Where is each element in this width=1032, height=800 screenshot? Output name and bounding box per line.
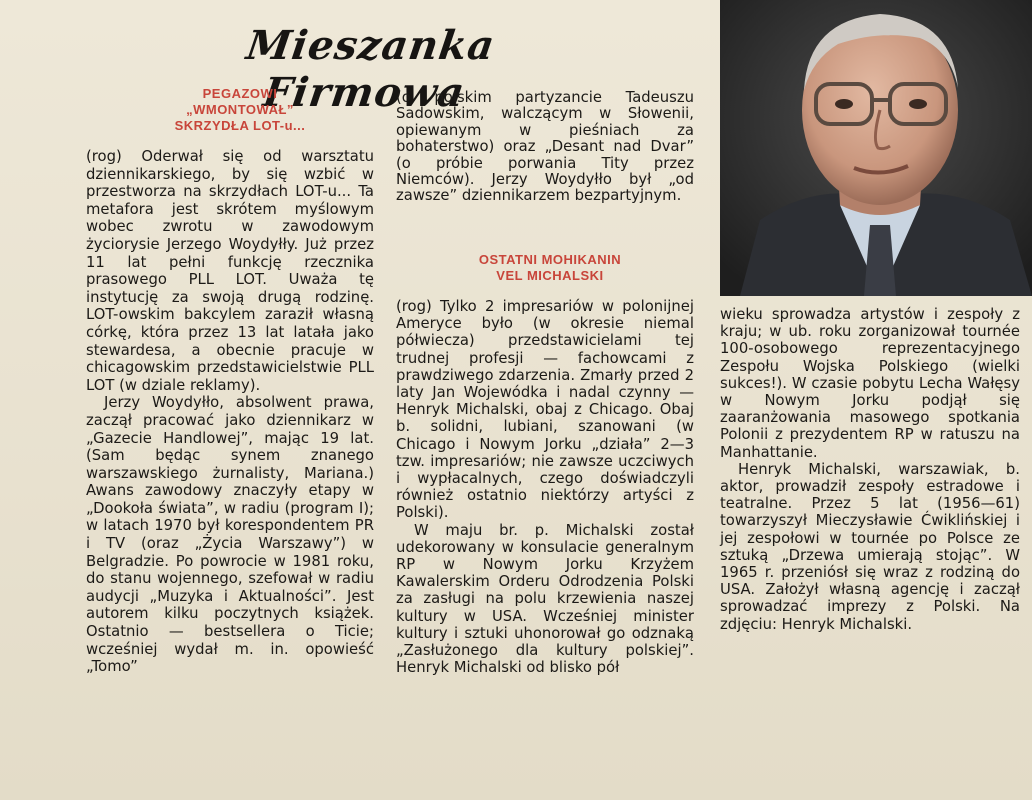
article1-continuation xyxy=(396,90,694,205)
portrait-image xyxy=(720,0,1032,296)
article2-column2 xyxy=(396,298,694,676)
article1-paragraph1: (rog) Oderwał się od warsztatu dziennikarskiego, by się wzbić w przestworza na skrzydłach LOT-u... Ta metafora jest skrótem myślowym wobec zwrotu w zawodowym życiorysie Jerzego Woydyłły. Już przez 11 lat pełni funkcję rzecznika prasowego PLL LOT. Uważa tę instytucję za swoją drugą rodzinę. LOT-owskim bakcylem zaraził własną córkę, która przez 13 lat latała jako stewardesa, a obecnie pracuje w chicagowskim przedstawicielstwie PLL LOT (w dziale reklamy). xyxy=(86,148,374,394)
article1-headline-line2: „WMONTOWAŁ” xyxy=(186,102,294,117)
article2-headline xyxy=(420,252,680,284)
article1-headline-line3: SKRZYDŁA LOT-u... xyxy=(174,118,306,133)
article2-column3 xyxy=(720,306,1020,633)
article2-headline-line2: VEL MICHALSKI xyxy=(496,268,604,283)
masthead-title: Mieszanka Firmowa xyxy=(243,22,498,116)
article1-headline xyxy=(110,86,370,134)
article2-headline-line1: OSTATNI MOHIKANIN xyxy=(478,252,622,267)
article2-paragraph2: W maju br. p. Michalski został udekorowany w konsulacie generalnym RP w Nowym Jorku Krzyżem Kawalerskim Orderu Odrodzenia Polski za zasługi na polu krzewienia naszej kultury w USA. Wcześniej minister kultury i sztuki uhonorował go odznaką „Zasłużonego dla kultury polskiej”. Henryk Michalski od blisko pół xyxy=(396,521,694,677)
portrait-photo xyxy=(720,0,1032,296)
article2-paragraph3: wieku sprowadza artystów i zespoły z kraju; w ub. roku zorganizował tournée 100-osobowego reprezentacyjnego Zespołu Wojska Polskiego (wielki sukces!). W czasie pobytu Lecha Wałęsy w Nowym Jorku podjął się zaaranżowania masowego spotkania Polonii z prezydentem RP w ratuszu na Manhattanie. xyxy=(720,306,1020,461)
article2-paragraph4: Henryk Michalski, warszawiak, b. aktor, prowadził zespoły estradowe i teatralne. Przez 5 lat (1956—61) towarzyszył Mieczysławie Ćwiklińskiej i jej zespołowi w tournée po Polsce ze sztuką „Drzewa umierają stojąc”. W 1965 r. przeniósł się wraz z rodziną do USA. Założył własną agencję i zaczął sprowadzać imprezy z Polski. Na zdjęciu: Henryk Michalski. xyxy=(720,460,1020,633)
article1-headline-line1: PEGAZOWI xyxy=(202,86,278,101)
article1-paragraph3: (o polskim partyzancie Tadeuszu Sadowskim, walczącym w Słowenii, opiewanym w pieśniach za bohaterstwo) oraz „Desant nad Dvar” (o próbie porwania Tity przez Niemców). Jerzy Woydyłło był „od zawsze” dziennikarzem bezpartyjnym. xyxy=(396,89,694,205)
article2-paragraph1: (rog) Tylko 2 impresariów w polonijnej Ameryce było (w okresie niemal półwiecza) przedstawicielami tej trudnej profesji — fachowcami z prawdziwego zdarzenia. Zmarły przed 2 laty Jan Wojewódka i nadal czynny — Henryk Michalski, obaj z Chicago. Obaj b. solidni, lubiani, szanowani (w Chicago i Nowym Jorku „działa” 2—3 tzw. impresariów; nie zawsze uczciwych i wypłacalnych, czego doświadczyli również ostatnio niektórzy artyści z Polski). xyxy=(396,298,694,522)
article1-column1 xyxy=(86,148,374,676)
article1-paragraph2: Jerzy Woydyłło, absolwent prawa, zaczął pracować jako dziennikarz w „Gazecie Handlowej”, mając 19 lat. (Sam będąc synem znanego warszawskiego żurnalisty, Mariana.) Awans zawodowy znaczyły etapy w „Dookoła świata”, w radiu (program I); w latach 1970 był korespondentem PR i TV (oraz „Życia Warszawy”) w Belgradzie. Po powrocie w 1981 roku, do stanu wojennego, szefował w radiu audycji „Muzyka i Aktualności”. Jest autorem kilku poczytnych książek. Ostatnio — bestsellera o Ticie; wcześniej wydał m. in. opowieść „Tomo” xyxy=(86,394,374,676)
